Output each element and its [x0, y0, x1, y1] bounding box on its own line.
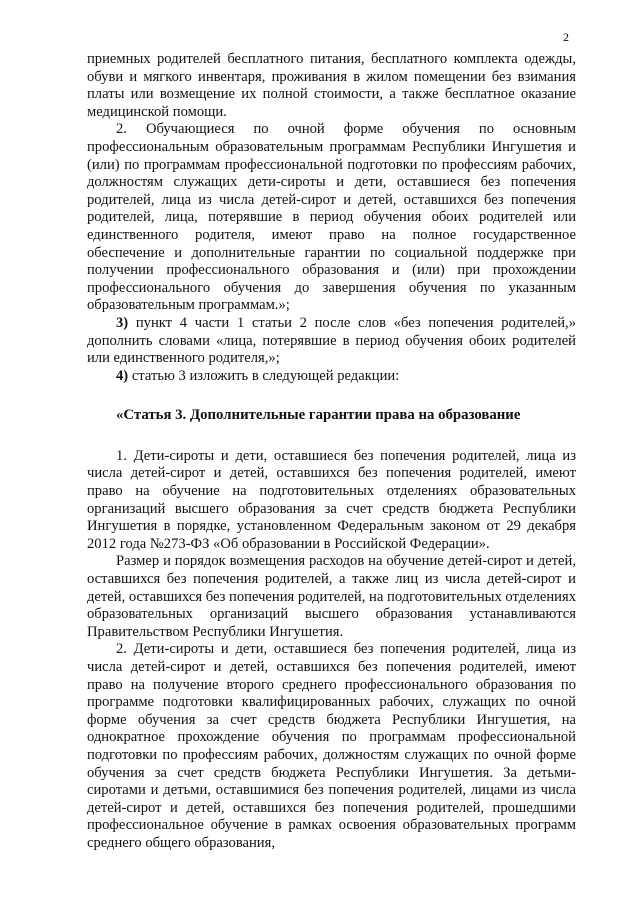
paragraph-text: пункт 4 части 1 статьи 2 после слов «без попечения родителей,» дополнить словами «лица, потерявшие в период обучения обоих родителей или единственного родителя,»;	[87, 314, 576, 367]
page-number: 2	[563, 30, 569, 44]
paragraph-article-item-2: 2. Дети-сироты и дети, оставшиеся без попечения родителей, лица из числа детей-сирот и детей, оставшихся без попечения родителей, имеют право на получение второго среднего профессионального образования по программе подготовки квалифицированных рабочих, служащих по очной форме обучения за счет средств бюджета Республики Ингушетия, на однократное прохождение обучения по программам профессиональной подготовки по профессиям рабочих, должностям служащих по очной форме обучения за счет средств бюджета Республики Ингушетия. За детьми-сиротами и детьми, оставшимися без попечения родителей, лицами из числа детей-сирот и детей, оставшихся без попечения родителей, прошедшими профессиональное обучение в рамках освоения образовательных программ среднего общего образования,	[87, 641, 576, 851]
paragraph-continuation: приемных родителей бесплатного питания, бесплатного комплекта одежды, обуви и мягкого инвентаря, проживания в жилом помещении без взимания платы или возмещение их полной стоимости, а также бесплатное оказание медицинской помощи.	[87, 51, 576, 120]
paragraph-item-2: 2. Обучающиеся по очной форме обучения по основным профессиональным образовательным программам Республики Ингушетия и (или) по программам профессиональной подготовки по профессиям рабочих, должностям служащих дети-сироты и дети, оставшиеся без попечения родителей, лица из числа детей-сирот и детей, оставшихся без попечения родителей, лица, потерявшие в период обучения обоих родителей или единственного родителя, имеют право на полное государственное обеспечение и дополнительные гарантии по социальной поддержке при получении профессионального образования и (или) при прохождении профессионального обучения до завершения обучения по указанным образовательным программам.»;	[87, 121, 576, 314]
article-heading: «Статья 3. Дополнительные гарантии права на образование	[116, 407, 521, 424]
paragraph-article-item-1-cont: Размер и порядок возмещения расходов на обучение детей-сирот и детей, оставшихся без попечения родителей, а также лиц из числа детей-сирот и детей, оставшихся без попечения родителей, на подготовительных отделениях образовательных организаций высшего образования устанавливаются Правительством Республики Ингушетия.	[87, 553, 576, 640]
paragraph-text: статью 3 изложить в следующей редакции:	[128, 367, 400, 384]
list-marker: 4)	[116, 367, 129, 384]
document-body	[87, 51, 576, 853]
paragraph-amendment-3	[87, 315, 576, 368]
paragraph-article-item-1: 1. Дети-сироты и дети, оставшиеся без попечения родителей, лица из числа детей-сирот и детей, оставшихся без попечения родителей, имеют право на обучение на подготовительных отделениях образовательных организаций высшего образования за счет средств бюджета Республики Ингушетия в порядке, установленном Федеральным законом от 29 декабря 2012 года №273-ФЗ «Об образовании в Российской Федерации».	[87, 447, 576, 552]
list-marker: 3)	[116, 314, 129, 331]
paragraph-amendment-4	[87, 368, 576, 386]
